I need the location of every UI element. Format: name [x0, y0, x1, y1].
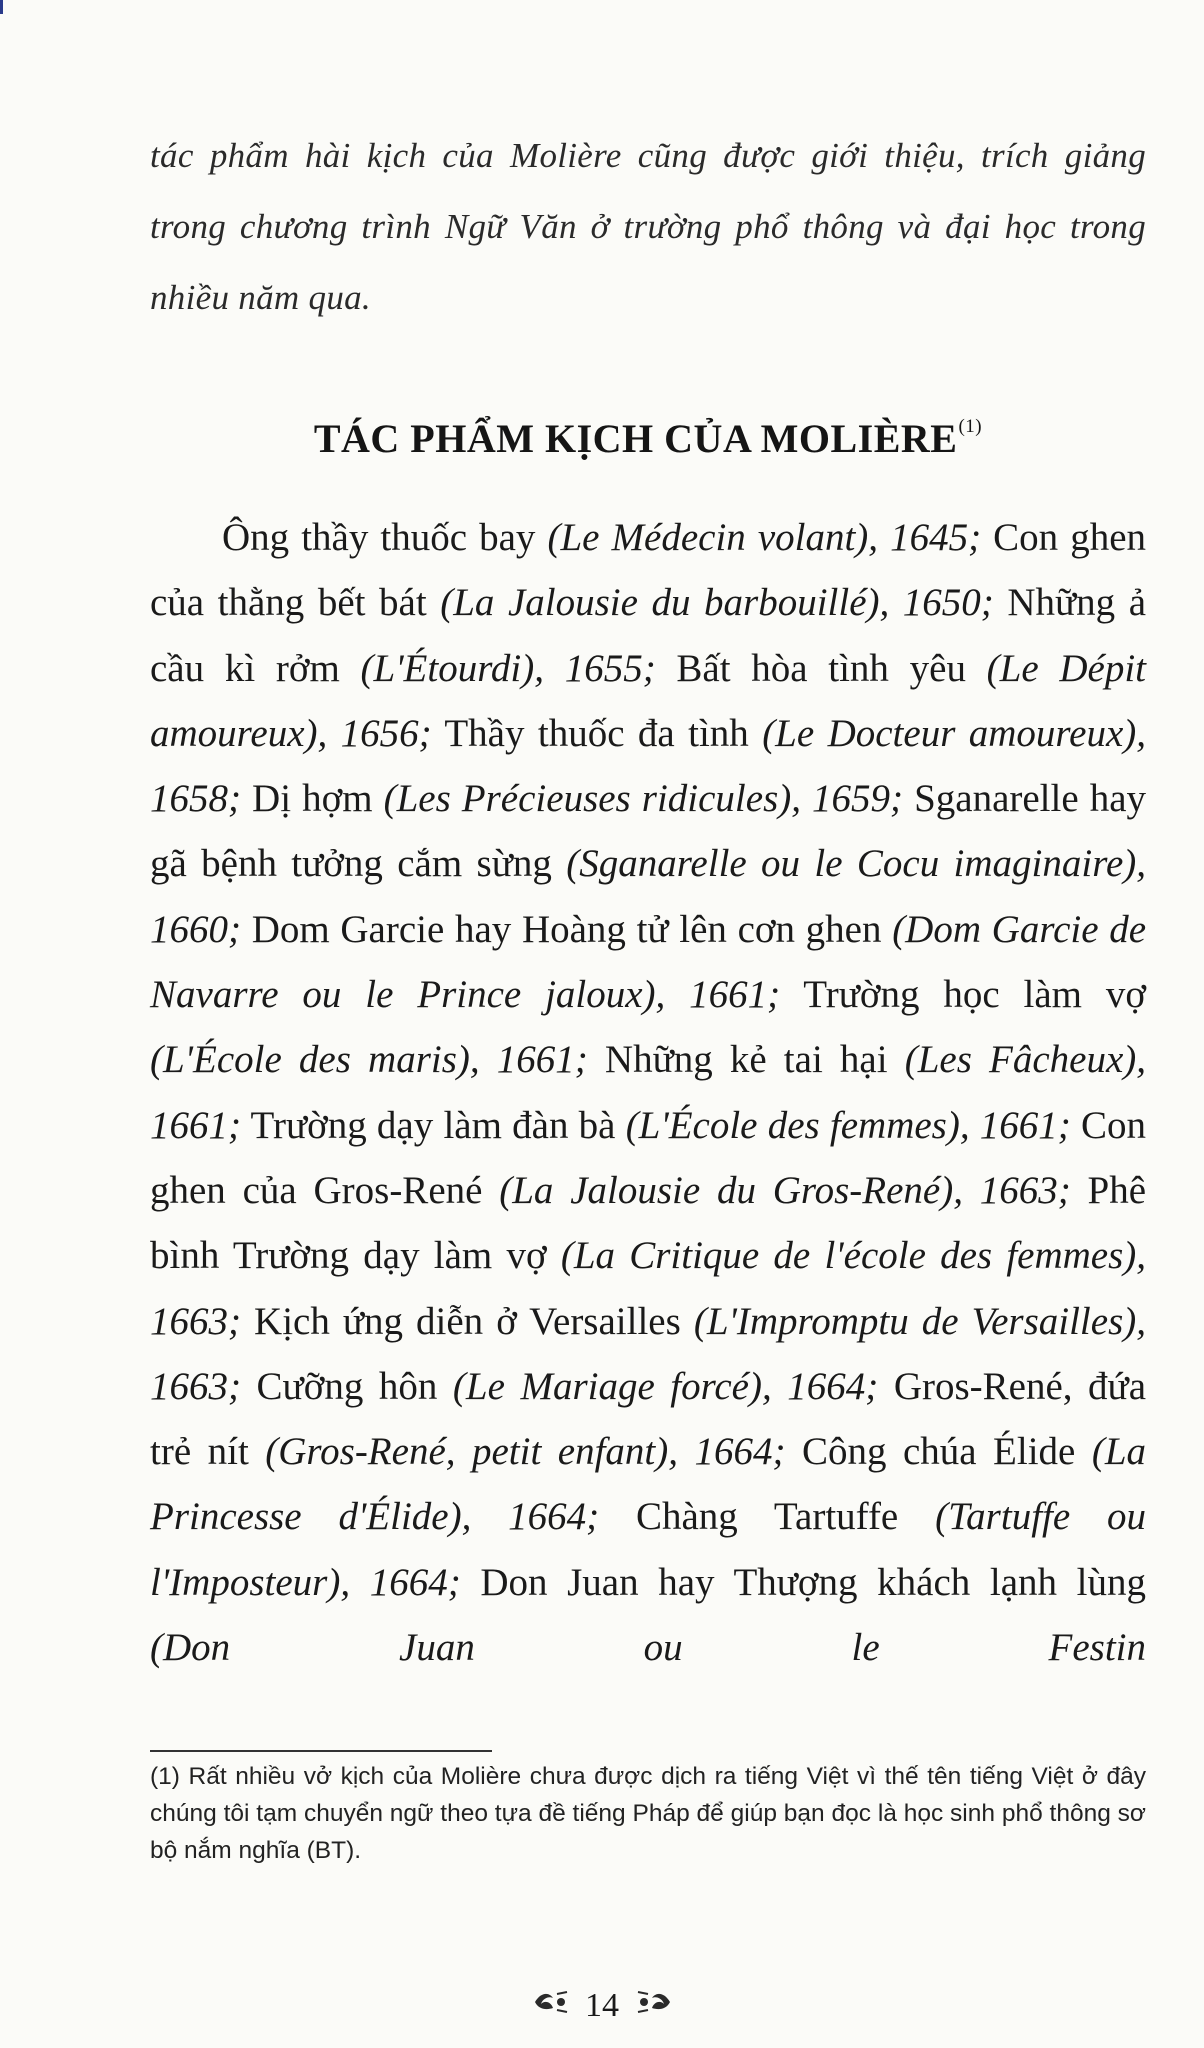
page-number-row	[0, 1985, 1204, 2025]
left-ornament-icon	[531, 1987, 571, 2025]
footnote-marker: (1)	[958, 416, 983, 437]
work-title-vi: Bất hòa tình yêu	[676, 646, 966, 690]
work-title-vi: Ông thầy thuốc bay	[222, 516, 536, 559]
works-list-paragraph	[150, 505, 1146, 1680]
work-title-fr: (L'Impromptu de Versailles), 1663;	[150, 1299, 1146, 1408]
work-title-vi: Phê bình Trường dạy làm vợ	[150, 1168, 1147, 1278]
work-title-fr: (Tartuffe ou l'Imposteur), 1664;	[150, 1495, 1146, 1604]
work-title-vi: Trường dạy làm đàn bà	[250, 1103, 616, 1147]
work-title-vi: Gros-René, đứa trẻ nít	[150, 1364, 1147, 1474]
work-title-fr: (La Critique de l'école des femmes), 1663;	[150, 1234, 1147, 1343]
work-title-fr: (Le Docteur amoureux), 1658;	[150, 711, 1147, 821]
work-title-vi: Dị hợm	[252, 777, 373, 821]
work-title-fr: (Don Juan ou le Festin	[150, 1626, 1146, 1670]
work-title-vi: Công chúa Élide	[801, 1430, 1076, 1474]
work-title-fr: (L'École des maris), 1661;	[150, 1038, 588, 1082]
work-title-fr: (Dom Garcie de Navarre ou le Prince jaloux), 1661;	[150, 907, 1147, 1017]
work-title-vi: Con ghen của Gros-René	[150, 1103, 1147, 1212]
work-title-fr: (Gros-René, petit enfant), 1664;	[265, 1430, 786, 1474]
work-title-fr: (Le Médecin volant), 1645;	[547, 516, 982, 559]
work-title-vi: Chàng Tartuffe	[635, 1495, 899, 1539]
work-title-vi: Kịch ứng diễn ở Versailles	[254, 1299, 681, 1343]
work-title-fr: (Les Précieuses ridicules), 1659;	[383, 777, 904, 821]
work-title-fr: (L'Étourdi), 1655;	[360, 646, 656, 690]
section-heading	[150, 415, 1146, 462]
footnote-divider	[150, 1750, 492, 1752]
right-ornament-icon	[634, 1987, 674, 2025]
work-title-fr: (L'École des femmes), 1661;	[625, 1103, 1071, 1147]
edge-mark	[0, 0, 3, 14]
work-title-vi: Cưỡng hôn	[256, 1364, 438, 1408]
page-number: 14	[585, 1987, 619, 2025]
work-title-vi: Con ghen của thằng bết bát	[150, 516, 1147, 625]
work-title-vi: Những ả cầu kì rởm	[150, 581, 1146, 690]
work-title-vi: Những kẻ tai hại	[604, 1038, 888, 1082]
work-title-fr: (La Jalousie du barbouillé), 1650;	[440, 581, 994, 625]
work-title-fr: (Sganarelle ou le Cocu imaginaire), 1660;	[150, 842, 1146, 951]
work-title-vi: Thầy thuốc đa tình	[444, 711, 749, 755]
work-title-vi: Dom Garcie hay Hoàng tử lên cơn ghen	[251, 907, 882, 951]
work-title-fr: (La Jalousie du Gros-René), 1663;	[499, 1168, 1071, 1212]
heading-title: TÁC PHẨM KỊCH CỦA MOLIÈRE	[313, 416, 958, 461]
work-title-vi: Trường học làm vợ	[803, 973, 1146, 1017]
intro-paragraph: tác phẩm hài kịch của Molière cũng được giới thiệu, trích giảng trong chương trình Ngữ Văn ở trường phổ thông và đại học trong nhiều năm qua.	[150, 136, 1146, 317]
work-title-vi: Sganarelle hay gã bệnh tưởng cắm sừng	[150, 777, 1146, 886]
work-title-fr: (Les Fâcheux), 1661;	[150, 1038, 1147, 1147]
work-title-vi: Don Juan hay Thượng khách lạnh lùng	[480, 1560, 1146, 1604]
work-title-fr: (La Princesse d'Élide), 1664;	[150, 1430, 1147, 1539]
footnote: (1) Rất nhiều vở kịch của Molière chưa được dịch ra tiếng Việt vì thế tên tiếng Việt ở đây chúng tôi tạm chuyển ngữ theo tựa đề tiếng Pháp để giúp bạn đọc là học sinh phổ thông sơ bộ nắm nghĩa (BT).	[150, 1763, 1146, 1864]
work-title-fr: (Le Dépit amoureux), 1656;	[150, 646, 1146, 755]
work-title-fr: (Le Mariage forcé), 1664;	[452, 1364, 879, 1408]
